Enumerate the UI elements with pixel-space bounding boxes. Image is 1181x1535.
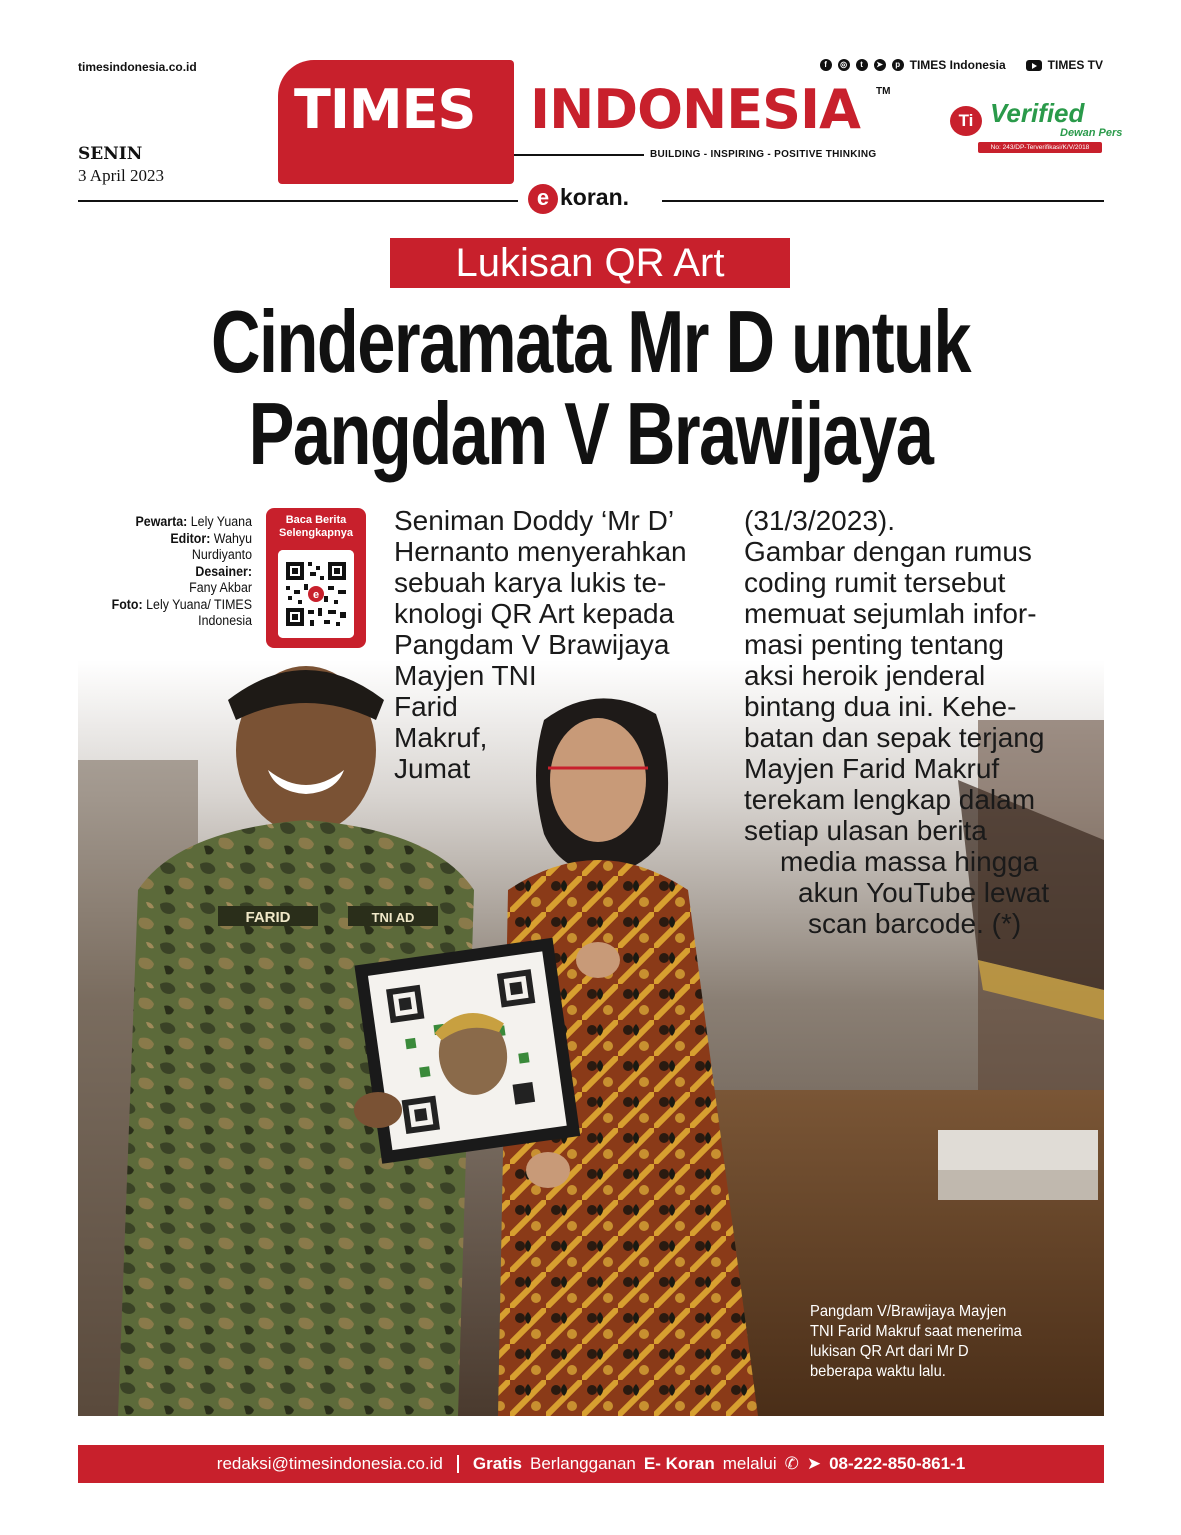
masthead-rule-right [662,200,1104,202]
body-line: Seniman Doddy ‘Mr D’ [394,505,675,536]
body-line: media massa hingga [780,846,1039,877]
telegram-icon[interactable]: ➤ [874,59,886,71]
logo-indonesia: INDONESIA [530,78,860,141]
body-line: Mayjen TNI [394,660,537,691]
qr-label: Baca Berita Selengkapnya [279,514,353,539]
footer-gratis: Gratis [472,1454,523,1473]
telegram-icon: ➤ [806,1454,822,1473]
tv-label: TIMES TV [1047,58,1103,72]
svg-text:e: e [312,589,320,601]
credit-editor: Wahyu Nurdiyanto [191,530,252,562]
body-line: sebuah karya lukis te- [394,567,667,598]
youtube-icon[interactable] [1026,60,1042,71]
logo-divider [514,154,644,156]
instagram-icon[interactable]: ◎ [838,59,850,71]
footer-text-2: melalui [722,1454,777,1473]
body-line: knologi QR Art kepada [394,598,675,629]
body-line: batan dan sepak terjang [744,722,1045,753]
body-line: Farid [394,691,458,722]
edition-day: SENIN [78,144,143,164]
verified-title: Verified [990,98,1085,128]
body-line: akun YouTube lewat [798,877,1050,908]
body-line: Makruf, [394,722,488,753]
photo-caption: Pangdam V/Brawijaya Mayjen TNI Farid Makruf saat menerima lukisan QR Art dari Mr D beberapa waktu lalu. [810,1303,1022,1380]
social-links [820,58,1103,72]
credit-label-pewarta: Pewarta: [135,514,188,529]
kicker: Lukisan QR Art [390,238,790,288]
body-line: aksi heroik jenderal [744,660,986,691]
logo-times: TIMES [294,78,476,141]
body-column-2 [744,505,1084,939]
body-line: Hernanto menyerahkan [394,536,687,567]
footer-divider [457,1455,459,1473]
body-line: setiap ulasan berita [744,815,987,846]
headline [177,292,1005,483]
credit-label-desainer: Desainer: [195,563,252,579]
verified-logo-icon: Ti [950,106,982,136]
body-line: scan barcode. (*) [808,908,1022,939]
footer-bar [78,1445,1104,1483]
verified-subtitle: Dewan Pers [1060,127,1123,139]
uniform-unit-tag: TNI AD [371,910,415,925]
edition-date: 3 April 2023 [78,166,164,185]
pinterest-icon[interactable]: p [892,59,904,71]
ekoran-icon: e [528,184,558,214]
footer-text-1: Berlangganan [530,1454,636,1473]
body-line: bintang dua ini. Kehe- [744,691,1017,722]
credit-desainer: Fany Akbar [189,580,252,595]
body-line: Mayjen Farid Makruf [744,753,1000,784]
credits [108,514,252,630]
body-line: (31/3/2023). [744,505,895,536]
social-label: TIMES Indonesia [909,58,1006,72]
ekoran-label: koran. [560,184,630,210]
twitter-icon[interactable]: t [856,59,868,71]
tagline: BUILDING - INSPIRING - POSITIVE THINKING [650,149,877,160]
credit-pewarta: Lely Yuana [190,514,252,529]
headline-line-2: Pangdam V Brawijaya [248,384,933,483]
credit-label-foto: Foto: [111,596,143,612]
credit-foto: Lely Yuana/ TIMES Indonesia [146,596,252,628]
body-line: Pangdam V Brawijaya [394,629,670,660]
footer-phone[interactable]: 08-222-850-861-1 [829,1454,966,1473]
headline-line-1: Cinderamata Mr D untuk [211,292,970,391]
footer-ekoran: E- Koran [643,1454,715,1473]
body-column-1 [394,505,734,784]
site-url[interactable]: timesindonesia.co.id [78,60,197,74]
body-line: Jumat [394,753,471,784]
masthead-rule-left [78,200,518,202]
body-line: Gambar dengan rumus [744,536,1032,567]
trademark: TM [876,86,891,97]
footer-email[interactable]: redaksi@timesindonesia.co.id [216,1454,443,1473]
credit-label-editor: Editor: [170,530,211,546]
facebook-icon[interactable]: f [820,59,832,71]
body-line: masi penting tentang [744,629,1004,660]
body-line: terekam lengkap dalam [744,784,1036,815]
body-line: coding rumit tersebut [744,567,1006,598]
qr-code-icon[interactable] [278,550,354,638]
verified-number: No: 243/DP-Terverifikasi/K/V/2018 [978,142,1102,153]
body-line: memuat sejumlah infor- [744,598,1037,629]
uniform-nametag: FARID [245,909,291,926]
whatsapp-icon: ✆ [784,1454,799,1473]
